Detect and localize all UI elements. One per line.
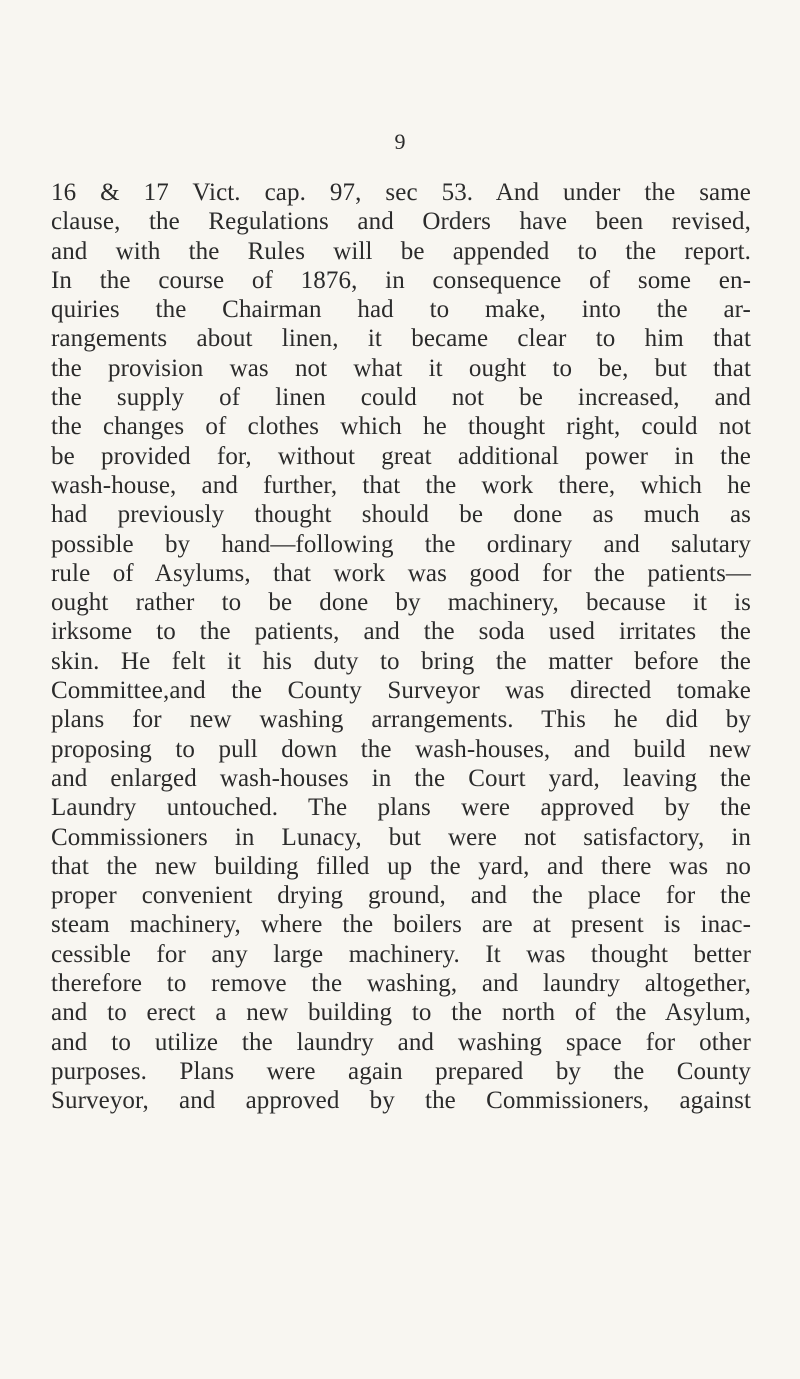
body-text <box>51 178 751 1116</box>
text-line: 16 & 17 Vict. cap. 97, sec 53. And under the same <box>51 179 751 206</box>
text-line: possible by hand—following the ordinary and salutary <box>51 530 751 558</box>
text-line: Commissioners in Lunacy, but were not satisfactory, in <box>51 823 751 851</box>
text-line: cessible for any large machinery. It was thought better <box>51 940 751 968</box>
text-line: ought rather to be done by machinery, because it is <box>51 589 751 617</box>
text-line: skin. He felt it his duty to bring the matter before the <box>51 647 751 675</box>
text-line: the provision was not what it ought to be, but that <box>51 354 751 382</box>
text-line: the supply of linen could not be increased, and <box>51 384 751 412</box>
text-line: In the course of 1876, in consequence of some en- <box>51 266 751 294</box>
text-line: be provided for, without great additional power in the <box>51 442 751 470</box>
text-line: wash-house, and further, that the work there, which he <box>51 471 751 499</box>
text-line: steam machinery, where the boilers are at present is inac- <box>51 911 751 939</box>
text-line: plans for new washing arrangements. This he did by <box>51 706 751 734</box>
text-line: and to erect a new building to the north of the Asylum, <box>51 999 751 1027</box>
text-line: Laundry untouched. The plans were approved by the <box>51 794 751 822</box>
text-line: irksome to the patients, and the soda used irritates the <box>51 618 751 646</box>
text-line: that the new building filled up the yard, and there was no <box>51 852 751 880</box>
text-line: had previously thought should be done as much as <box>51 501 751 529</box>
text-line: Surveyor, and approved by the Commissioners, against <box>51 1087 751 1115</box>
text-line: and enlarged wash-houses in the Court yard, leaving the <box>51 764 751 792</box>
text-line: purposes. Plans were again prepared by the County <box>51 1057 751 1085</box>
text-line: Committee,and the County Surveyor was directed tomake <box>51 677 751 705</box>
text-line: proposing to pull down the wash-houses, and build new <box>51 735 751 763</box>
text-line: rule of Asylums, that work was good for the patients— <box>51 559 751 587</box>
text-line: and with the Rules will be appended to the report. <box>51 237 751 265</box>
text-line: proper convenient drying ground, and the place for the <box>51 882 751 910</box>
text-line: rangements about linen, it became clear to him that <box>51 325 751 353</box>
page-number: 9 <box>394 129 406 154</box>
text-line: the changes of clothes which he thought right, could not <box>51 413 751 441</box>
text-line: and to utilize the laundry and washing space for other <box>51 1028 751 1056</box>
text-line: clause, the Regulations and Orders have been revised, <box>51 208 751 236</box>
text-line: quiries the Chairman had to make, into the ar- <box>51 296 751 324</box>
text-line: therefore to remove the washing, and laundry altogether, <box>51 970 751 998</box>
